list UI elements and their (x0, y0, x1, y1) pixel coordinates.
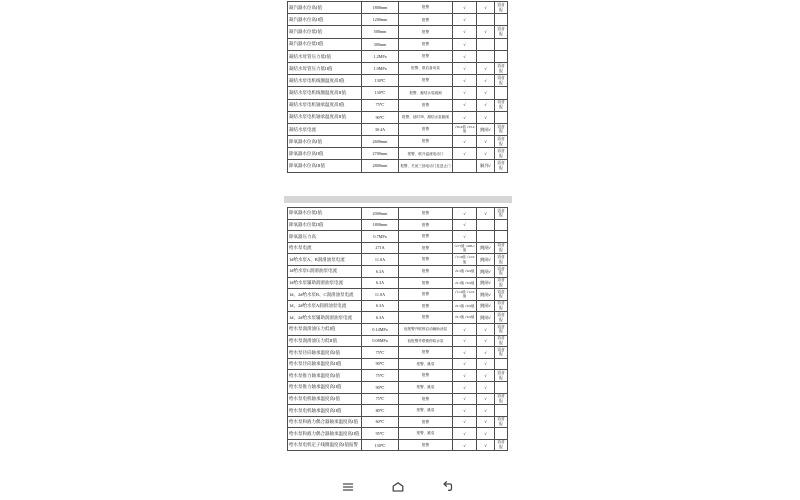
cell-check-1: √ (453, 416, 477, 428)
cell-voice-alarm: 语音报 (495, 75, 508, 87)
cell-name: 除氧器压力高 (288, 231, 362, 243)
cell-voice-alarm: 语音报 (495, 347, 508, 359)
home-icon[interactable] (391, 480, 405, 494)
cell-voice-alarm: 语音报 (495, 370, 508, 382)
cell-action: 低报警并联锁启动辅助油泵 (399, 323, 453, 335)
table-row (288, 87, 508, 99)
cell-check-1: √ (453, 381, 477, 393)
cell-value: 271A (362, 242, 399, 254)
cell-voice-alarm: 语音报 (495, 99, 508, 111)
cell-value: 90℃ (362, 381, 399, 393)
table-row (288, 62, 508, 74)
cell-check-1: √ (453, 38, 477, 50)
cell-check-1: √ (453, 231, 477, 243)
cell-action: 报警、凝结水泵跳闸 (399, 87, 453, 99)
cell-name: 给水泵推力轴承温度高I值 (288, 370, 362, 382)
cell-check-1: √ (453, 99, 477, 111)
table-row (288, 393, 508, 405)
cell-check-1: √ (453, 148, 477, 160)
cell-check-2: √ (477, 428, 495, 440)
cell-action: 报警 (399, 14, 453, 26)
cell-name: 凝汽器水位低I值 (288, 26, 362, 38)
cell-action: 报警 (399, 26, 453, 38)
cell-value: 1800mm (362, 219, 399, 231)
cell-action: 报警 (399, 75, 453, 87)
alarm-setpoint-table-page2 (287, 207, 508, 451)
cell-action: 报警 (399, 208, 453, 220)
cell-action: 报警 (399, 416, 453, 428)
table-row (288, 148, 508, 160)
cell-check-2: √ (477, 358, 495, 370)
cell-action: 报警 (399, 231, 453, 243)
cell-name: 1#给水泵辅助润滑油泵电流 (288, 277, 362, 289)
cell-check-2 (477, 14, 495, 26)
table-row (288, 208, 508, 220)
cell-check-2: 跳闸√ (477, 289, 495, 301)
cell-action: 报警 (399, 136, 453, 148)
cell-name: 凝汽器水位低II值 (288, 38, 362, 50)
cell-check-2: √ (477, 2, 495, 14)
cell-value: 75℃ (362, 347, 399, 359)
cell-voice-alarm: 语音报 (495, 160, 508, 172)
cell-name: 凝汽器水位高I值 (288, 2, 362, 14)
cell-check-2: 跳闸√ (477, 300, 495, 312)
cell-name: 1#、2#给水泵B、C润滑油泵电流 (288, 289, 362, 301)
cell-check-2: 跳闸√ (477, 242, 495, 254)
cell-value: 1800mm (362, 2, 399, 14)
cell-check-2: √ (477, 381, 495, 393)
cell-check-2: √ (477, 335, 495, 347)
cell-value: 1200mm (362, 14, 399, 26)
cell-value: 2000mm (362, 208, 399, 220)
cell-check-2: √ (477, 439, 495, 451)
cell-check-1: √ (453, 62, 477, 74)
cell-name: 给水泵和液力偶合器轴承温度高I值 (288, 416, 362, 428)
cell-value: 130℃ (362, 75, 399, 87)
cell-action: 报警 (399, 38, 453, 50)
table-row (288, 312, 508, 324)
cell-name: 凝结水母管压力低I值 (288, 50, 362, 62)
cell-voice-alarm: 语音报 (495, 416, 508, 428)
cell-voice-alarm: 语音报 (495, 26, 508, 38)
cell-value: 11.0A (362, 254, 399, 266)
cell-action: 报警 (399, 99, 453, 111)
cell-check-1: √6.3值 √6.9值 (453, 300, 477, 312)
cell-name: 1#给水泵C润滑油泵电流 (288, 265, 362, 277)
cell-value: 75℃ (362, 393, 399, 405)
cell-action: 报警 (399, 123, 453, 135)
cell-voice-alarm: 语音报 (495, 277, 508, 289)
cell-name: 1#、2#给水泵辅助润滑油泵电流 (288, 312, 362, 324)
cell-voice-alarm: 语音报 (495, 208, 508, 220)
cell-voice-alarm: 语音报 (495, 312, 508, 324)
table-row (288, 428, 508, 440)
cell-voice-alarm: 语音报 (495, 2, 508, 14)
cell-check-2: 跳闸√ (477, 277, 495, 289)
cell-check-2: √ (477, 111, 495, 123)
table-row (288, 123, 508, 135)
cell-name: 给水泵推力轴承温度高II值 (288, 381, 362, 393)
table-row (288, 254, 508, 266)
cell-voice-alarm: 语音报 (495, 289, 508, 301)
cell-check-2: √ (477, 99, 495, 111)
cell-voice-alarm: 语音报 (495, 335, 508, 347)
cell-voice-alarm (495, 38, 508, 50)
cell-check-2: √ (477, 87, 495, 99)
cell-name: 除氧器水位高II值 (288, 148, 362, 160)
cell-voice-alarm (495, 428, 508, 440)
cell-action: 报警、跳泵 (399, 381, 453, 393)
cell-action: 报警 (399, 242, 453, 254)
cell-name: 凝结水母管压力低II值 (288, 62, 362, 74)
cell-value: 0.08MPa (362, 335, 399, 347)
cell-check-2 (477, 50, 495, 62)
cell-value: 500mm (362, 26, 399, 38)
cell-action: 报警、跳泵 (399, 428, 453, 440)
cell-value: 80℃ (362, 405, 399, 417)
table-row (288, 416, 508, 428)
cell-check-1: √ (453, 370, 477, 382)
cell-check-1: √ (453, 75, 477, 87)
cell-action: 报警 (399, 219, 453, 231)
cell-value: 1.0MPa (362, 62, 399, 74)
cell-action: 报警 (399, 50, 453, 62)
cell-check-2: √ (477, 208, 495, 220)
cell-value: 6.3A (362, 300, 399, 312)
cell-voice-alarm (495, 405, 508, 417)
table-row (288, 439, 508, 451)
cell-check-1: √ (453, 208, 477, 220)
table-row (288, 289, 508, 301)
cell-check-2: √ (477, 26, 495, 38)
cell-action: 报警 (399, 347, 453, 359)
table2-body (288, 208, 508, 451)
table-row (288, 219, 508, 231)
cell-action: 报警 (399, 254, 453, 266)
table-row (288, 405, 508, 417)
menu-icon[interactable] (341, 480, 355, 494)
table-row (288, 136, 508, 148)
cell-name: 给水泵电机定子线圈温度高I值报警 (288, 439, 362, 451)
cell-voice-alarm (495, 219, 508, 231)
cell-name: 给水泵和液力偶合器轴承温度高II值 (288, 428, 362, 440)
table-row (288, 381, 508, 393)
table-row (288, 370, 508, 382)
table-row (288, 2, 508, 14)
table-row (288, 347, 508, 359)
cell-check-1: √ (453, 136, 477, 148)
cell-check-1 (453, 160, 477, 172)
table-row (288, 323, 508, 335)
cell-action: 报警 (399, 393, 453, 405)
table-row (288, 14, 508, 26)
cell-check-1: √30.4值 √33.4值 (453, 123, 477, 135)
cell-value: 130℃ (362, 439, 399, 451)
cell-name: 凝汽器水位高II值 (288, 14, 362, 26)
cell-name: 凝结水泵电机轴承温度高I值 (288, 99, 362, 111)
cell-check-2: √ (477, 148, 495, 160)
cell-voice-alarm: 语音报 (495, 62, 508, 74)
cell-value: 6.3A (362, 312, 399, 324)
cell-voice-alarm: 语音报 (495, 265, 508, 277)
cell-name: 凝结水泵电机轴承温度高II值 (288, 111, 362, 123)
table-row (288, 26, 508, 38)
cell-voice-alarm: 语音报 (495, 242, 508, 254)
table-row (288, 111, 508, 123)
phone-screen (284, 0, 512, 500)
cell-value: 75℃ (362, 99, 399, 111)
cell-value: 300mm (362, 38, 399, 50)
cell-voice-alarm: 语音报 (495, 123, 508, 135)
cell-value: 1.2MPa (362, 50, 399, 62)
cell-action: 报警、跳泵 (399, 405, 453, 417)
cell-check-2: 跳闸√ (477, 123, 495, 135)
page-break-separator (284, 196, 512, 203)
cell-check-2: 跳闸√ (477, 312, 495, 324)
cell-check-1: √6.3值 √6.9值 (453, 312, 477, 324)
cell-voice-alarm (495, 231, 508, 243)
cell-check-2 (477, 219, 495, 231)
table-row (288, 75, 508, 87)
cell-check-2: √ (477, 136, 495, 148)
cell-voice-alarm (495, 50, 508, 62)
cell-value: 90℃ (362, 111, 399, 123)
cell-check-1: √ (453, 358, 477, 370)
cell-check-1: √ (453, 393, 477, 405)
table-row (288, 242, 508, 254)
cell-check-1: √ (453, 405, 477, 417)
cell-check-2: √ (477, 416, 495, 428)
table-row (288, 265, 508, 277)
cell-name: 除氧器水位低I值 (288, 208, 362, 220)
cell-name: 除氧器水位高I值 (288, 136, 362, 148)
cell-check-1: √271值 √406.1值 (454, 243, 475, 253)
cell-check-1: √ (453, 219, 477, 231)
cell-check-2: √ (477, 405, 495, 417)
cell-check-2: √ (477, 323, 495, 335)
cell-name: 给水泵电机轴承温度高II值 (288, 405, 362, 417)
cell-voice-alarm (495, 381, 508, 393)
cell-voice-alarm: 语音报 (495, 393, 508, 405)
cell-name: 给水泵润滑油压力低I值 (288, 323, 362, 335)
cell-value: 11.0A (362, 289, 399, 301)
cell-name: 给水泵电流 (288, 242, 362, 254)
cell-value: 30.4A (362, 123, 399, 135)
cell-check-2: 跳闸√ (477, 254, 495, 266)
cell-check-2: √ (477, 62, 495, 74)
cell-value: 90℃ (362, 358, 399, 370)
cell-value: 6.3A (362, 265, 399, 277)
table-row (288, 38, 508, 50)
cell-check-1: √ (453, 50, 477, 62)
cell-action: 报警 (399, 439, 453, 451)
cell-voice-alarm: 语音报 (495, 300, 508, 312)
cell-action: 报警 (399, 312, 453, 324)
cell-check-2: √ (477, 393, 495, 405)
table-row (288, 335, 508, 347)
cell-value: 0.7MPa (362, 231, 399, 243)
cell-check-1: √ (453, 439, 477, 451)
cell-action: 报警、跳泵 (399, 358, 453, 370)
cell-check-1: √ (453, 111, 477, 123)
cell-action: 报警、联启备用泵 (399, 62, 453, 74)
cell-value: 75℃ (362, 370, 399, 382)
cell-check-1: √ (453, 335, 477, 347)
cell-action: 报警、关闭三抽电动门及逆止门 (399, 160, 453, 172)
back-icon[interactable] (440, 480, 454, 494)
cell-name: 给水泵电机轴承温度高I值 (288, 393, 362, 405)
cell-check-2: √ (477, 75, 495, 87)
cell-check-2 (477, 231, 495, 243)
cell-name: 凝结水泵电机线圈温度高I值 (288, 75, 362, 87)
cell-voice-alarm: 语音报 (495, 323, 508, 335)
cell-check-1: √ (453, 2, 477, 14)
cell-action: 低报警并联锁停给水泵 (399, 335, 453, 347)
cell-check-1: √ (453, 87, 477, 99)
cell-voice-alarm (495, 14, 508, 26)
cell-action: 报警、延时3S、凝结水泵跳闸 (399, 111, 453, 123)
cell-action: 报警 (399, 277, 453, 289)
cell-value: 95℃ (362, 428, 399, 440)
cell-voice-alarm: 语音报 (495, 136, 508, 148)
cell-voice-alarm (495, 111, 508, 123)
cell-name: 1#、2#给水泵A润滑油泵电流 (288, 300, 362, 312)
cell-name: 除氧器水位低II值 (288, 219, 362, 231)
cell-check-2: 解列√ (477, 160, 495, 172)
cell-check-1: √ (453, 428, 477, 440)
cell-action: 报警 (399, 289, 453, 301)
table-row (288, 358, 508, 370)
cell-value: 0.14MPa (362, 323, 399, 335)
cell-name: 1#给水泵A、B润滑油泵电流 (288, 254, 362, 266)
cell-action: 报警 (399, 300, 453, 312)
cell-voice-alarm (495, 87, 508, 99)
cell-check-2: √ (477, 370, 495, 382)
cell-name: 凝结水泵电流 (288, 123, 362, 135)
cell-check-2: √ (477, 347, 495, 359)
cell-voice-alarm: 语音报 (495, 254, 508, 266)
cell-action: 报警 (399, 2, 453, 14)
table-row (288, 300, 508, 312)
cell-check-1: √6.3值 √6.9值 (453, 265, 477, 277)
cell-check-1: √11.0值 √12.9值 (453, 289, 477, 301)
cell-name: 给水泵径向轴承温度高I值 (288, 347, 362, 359)
cell-value: 2800mm (362, 160, 399, 172)
table-row (288, 277, 508, 289)
cell-name: 除氧器水位高III值 (288, 160, 362, 172)
table-row (288, 99, 508, 111)
cell-voice-alarm: 语音报 (495, 148, 508, 160)
table-row (288, 160, 508, 172)
table-row (288, 231, 508, 243)
cell-voice-alarm (495, 358, 508, 370)
cell-name: 给水泵径向轴承温度高II值 (288, 358, 362, 370)
cell-check-1: √ (453, 323, 477, 335)
cell-value: 130℃ (362, 87, 399, 99)
cell-action: 报警 (399, 265, 453, 277)
cell-name: 凝结水泵电机线圈温度高II值 (288, 87, 362, 99)
cell-value: 60℃ (362, 416, 399, 428)
cell-check-2 (477, 38, 495, 50)
cell-voice-alarm: 语音报 (495, 439, 508, 451)
cell-check-1: √ (453, 347, 477, 359)
cell-action: 报警、联开溢流电动门 (399, 148, 453, 160)
cell-check-1: √11.0值 √12.9值 (453, 254, 477, 266)
cell-value: 6.3A (362, 277, 399, 289)
cell-name: 给水泵润滑油压力低II值 (288, 335, 362, 347)
table1-body (288, 2, 508, 173)
cell-value: 2600mm (362, 136, 399, 148)
cell-check-1: √ (453, 26, 477, 38)
cell-check-1: √ (453, 14, 477, 26)
android-nav-bar (284, 472, 512, 500)
cell-check-1: √6.3值 √6.9值 (453, 277, 477, 289)
cell-value: 2700mm (362, 148, 399, 160)
table-row (288, 50, 508, 62)
cell-action: 报警 (399, 370, 453, 382)
cell-check-2: 跳闸√ (477, 265, 495, 277)
alarm-setpoint-table-page1 (287, 1, 508, 173)
